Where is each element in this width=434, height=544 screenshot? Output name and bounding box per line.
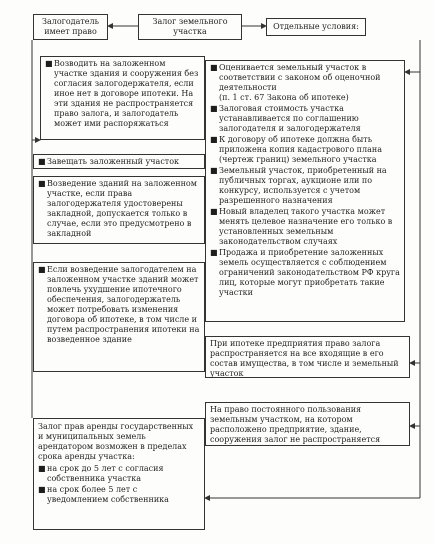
bullet-marker: ■ (38, 485, 46, 494)
bullet-marker: ■ (210, 207, 218, 216)
lease-term-item: на срок более 5 лет с уведомлением собственника (47, 485, 169, 504)
condition-item: К договору об ипотеке должна быть приложена копия кадастрового плана (чертеж границ) земельного участка (219, 135, 382, 164)
condition-item: Земельный участок, приобретенный на публичных торгах, аукционе или по конкурсу, используется с учетом разрешенного назначения (219, 166, 387, 205)
bullet-marker: ■ (38, 179, 46, 188)
land-pledge-title: Залог земельного участка (138, 14, 242, 40)
lease-rights-box (33, 418, 205, 530)
pledger-rights-header: Залогодатель имеет право (33, 14, 108, 40)
bullet-marker: ■ (210, 135, 218, 144)
enterprise-mortgage-box: При ипотеке предприятия право залога распространяется на все входящие в его состав имущества, в том числе и земельный участок (205, 336, 410, 378)
bullet-marker: ■ (45, 59, 53, 68)
right-build-structures-text: Возводить на заложенном участке здания и сооружения без согласия залогодержателя, если иное нет в договоре ипотеки. На эти здания не распространяется право залога, и залогодатель может ими распоряжаться (54, 59, 199, 128)
condition-item: Оценивается земельный участок в соответствии с законом об оценочной деятельности (п. 1 ст. 67 Закона об ипотеке) (219, 63, 381, 102)
condition-item: Новый владелец такого участка может менять целевое назначение его только в установленных земельным законодательством случаях (219, 207, 393, 246)
bullet-marker: ■ (210, 104, 218, 113)
condition-item: Залоговая стоимость участка устанавливается по соглашению залогодателя и залогодержателя (219, 104, 361, 133)
right-build-structures-box (40, 56, 205, 140)
bullet-marker: ■ (210, 63, 218, 72)
bequeath-parcel-text: Завещать заложенный участок (47, 157, 180, 166)
lease-rights-text: Залог прав аренды государственных и муниципальных земель арендатором возможен в пределах срока аренды участка: (38, 422, 194, 461)
bullet-marker: ■ (210, 248, 218, 257)
bullet-marker: ■ (38, 464, 46, 473)
bullet-marker: ■ (210, 166, 218, 175)
lease-term-item: на срок до 5 лет с согласия собственника участка (47, 464, 164, 483)
permanent-use-box: На право постоянного пользования земельным участком, на котором расположено предприятие, здание, сооружения залог не распространяется (205, 402, 410, 446)
conditions-list-box (205, 60, 405, 322)
bullet-marker: ■ (38, 157, 46, 166)
bullet-marker: ■ (38, 265, 46, 274)
security-worsening-text: Если возведение залогодателем на заложенном участке зданий может повлечь ухудшение ипотечного обеспечения, залогодержатель может потребовать изменения договора об ипотеке, в том числе и путем распространения ипотеки на возведенное здание (47, 265, 200, 344)
condition-item: Продажа и приобретение заложенных земель осуществляется с соблюдением ограничений законодательством РФ круга лиц, которые могут приобретать такие участки (219, 248, 400, 297)
bequeath-parcel-box (33, 154, 205, 169)
construction-mortgage-text: Возведение зданий на заложенном участке, если права залогодержателя удостоверены закладной, допускается только в случае, если это предусмотрено в закладной (47, 179, 197, 238)
security-worsening-box (33, 262, 205, 372)
special-conditions-header: Отдельные условия: (266, 18, 366, 36)
construction-mortgage-box (33, 176, 205, 244)
